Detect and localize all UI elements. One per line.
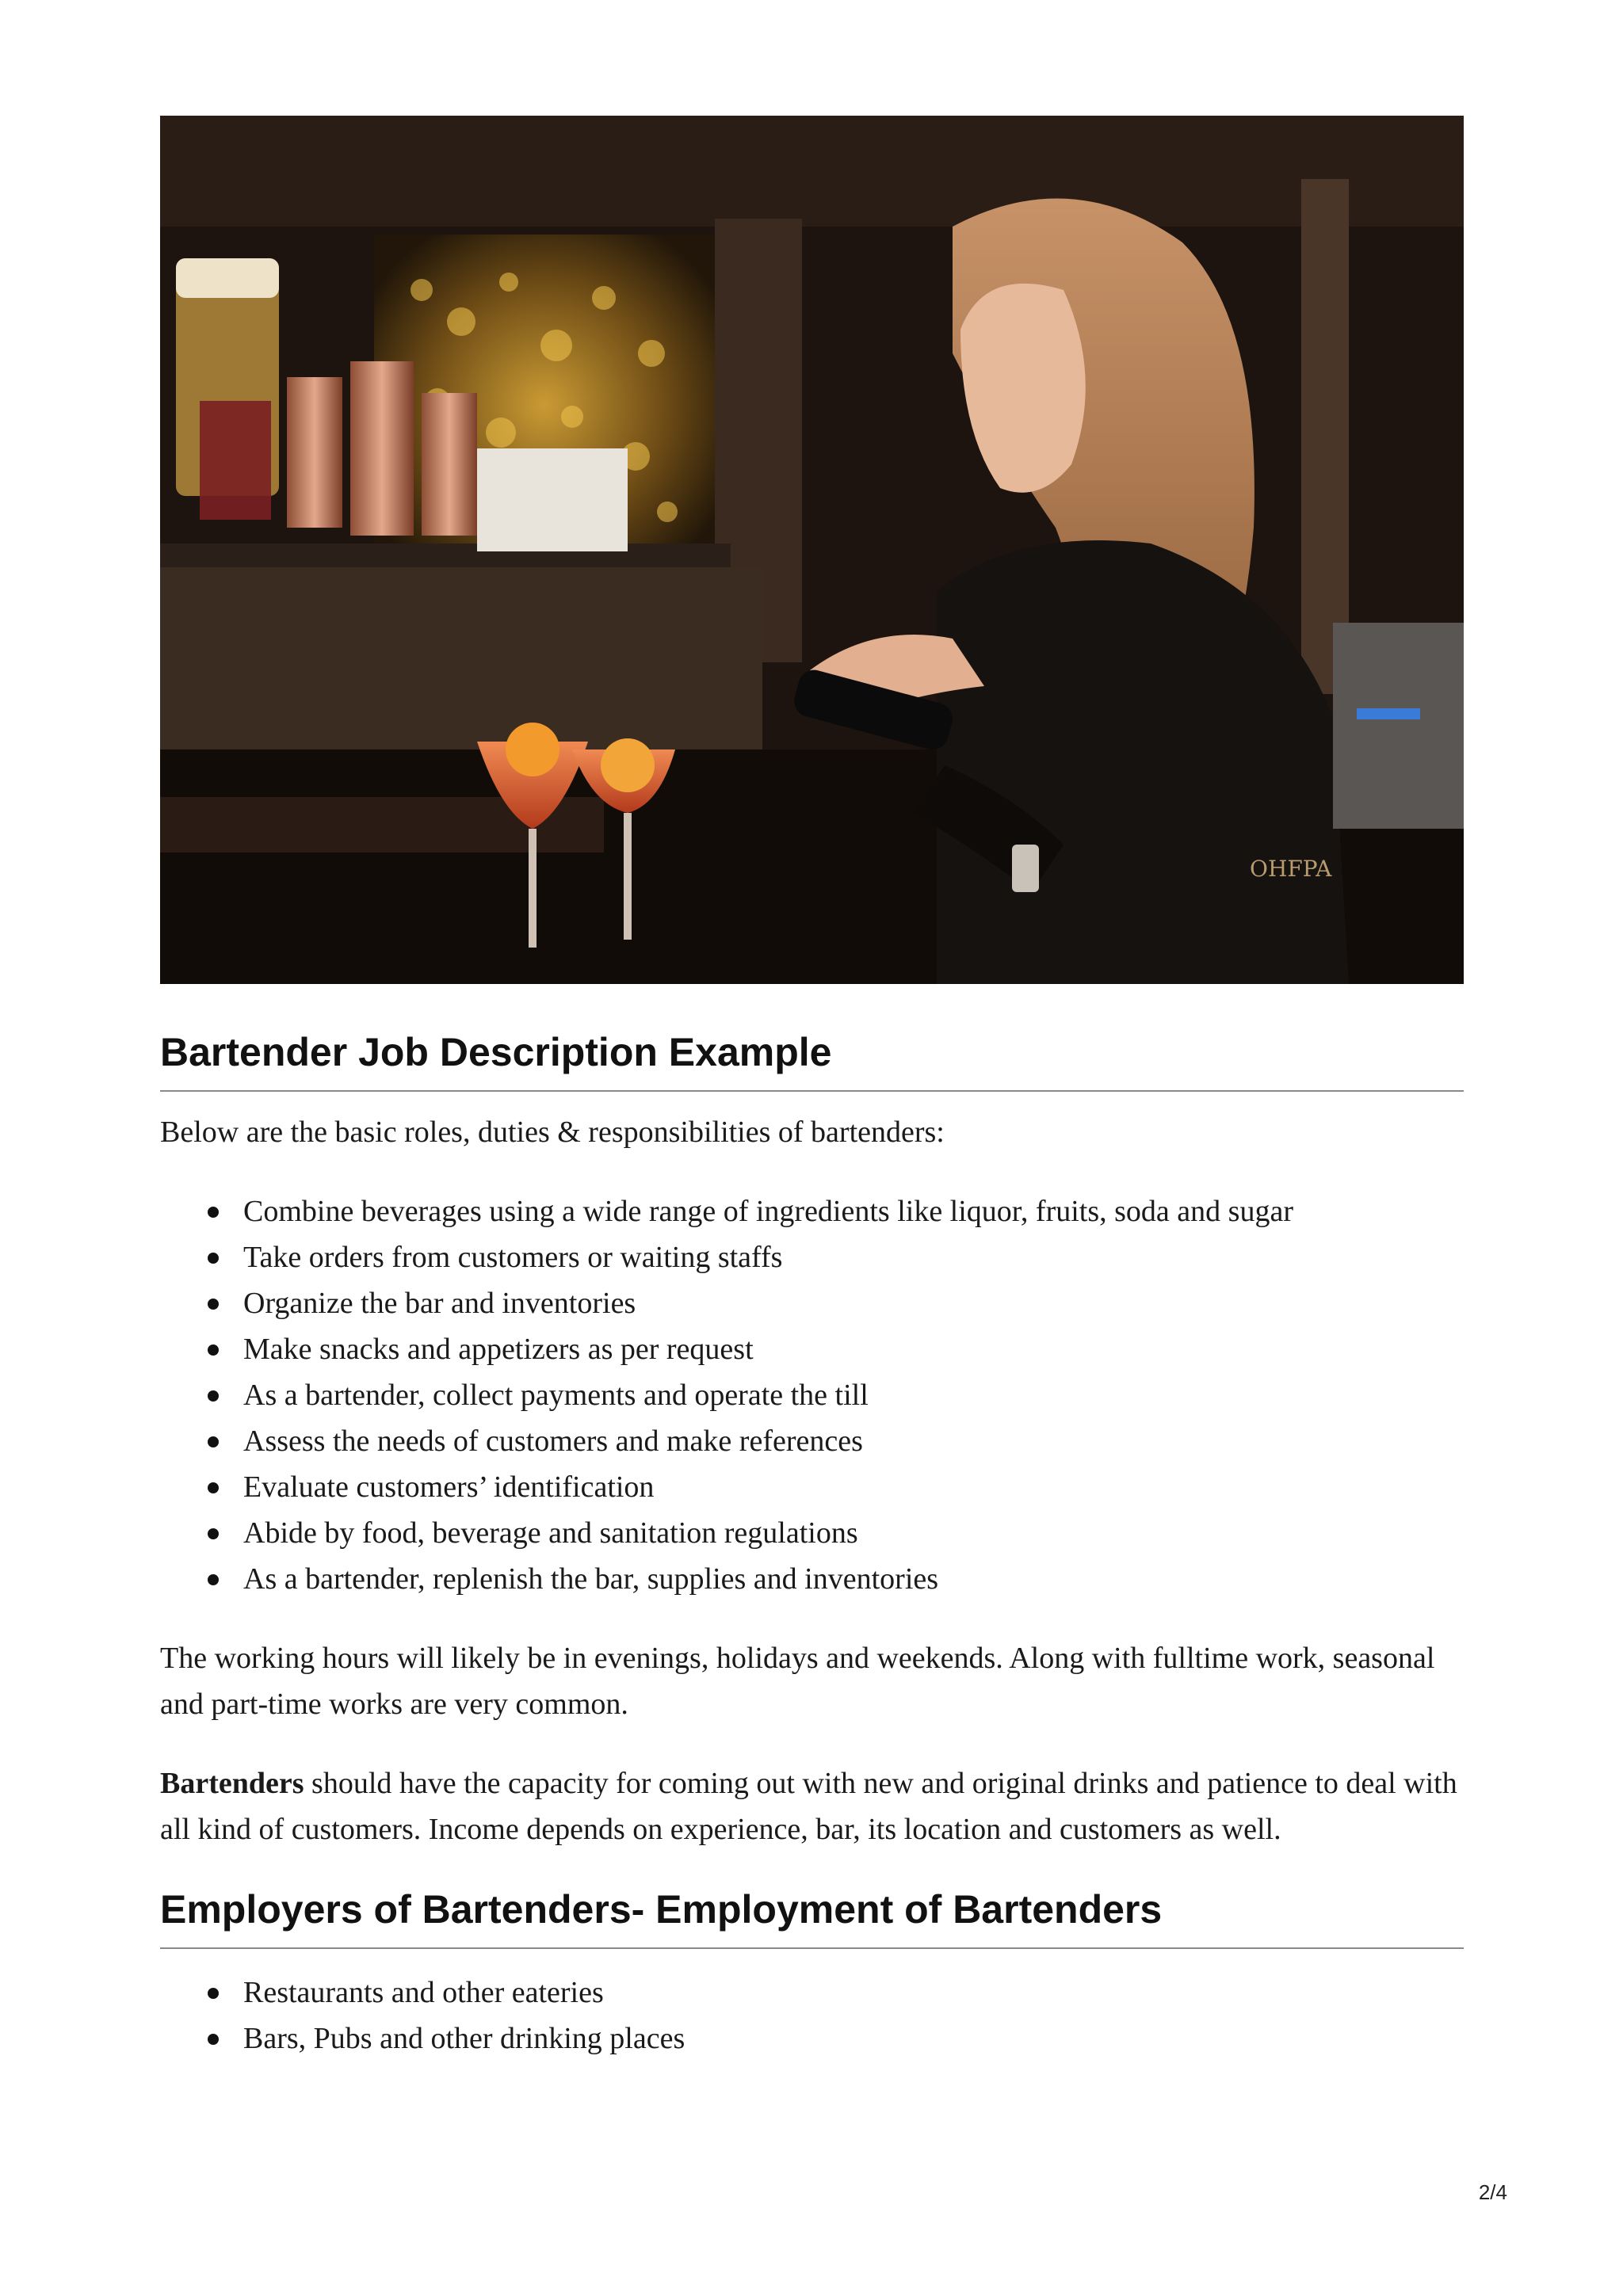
document-page bbox=[160, 116, 1464, 2061]
working-hours-paragraph: The working hours will likely be in evenings, holidays and weekends. Along with fulltime work, seasonal and part-time works are very common. bbox=[160, 1642, 1435, 1721]
employers-list bbox=[160, 1970, 1464, 2061]
bartenders-bold-term: Bartenders bbox=[160, 1767, 304, 1800]
list-item: Restaurants and other eateries bbox=[243, 1970, 1464, 2016]
bullet-icon bbox=[208, 1253, 219, 1264]
list-item: Make snacks and appetizers as per request bbox=[243, 1326, 1464, 1372]
bullet-icon bbox=[208, 1344, 219, 1356]
list-item: Abide by food, beverage and sanitation regulations bbox=[243, 1510, 1464, 1556]
list-item: Assess the needs of customers and make references bbox=[243, 1418, 1464, 1464]
list-item: Take orders from customers or waiting staffs bbox=[243, 1234, 1464, 1280]
bullet-icon bbox=[208, 1528, 219, 1539]
page-number: 2/4 bbox=[1478, 2180, 1507, 2204]
bullet-icon bbox=[208, 2034, 219, 2045]
bullet-icon bbox=[208, 1482, 219, 1493]
section-heading-job-description: Bartender Job Description Example bbox=[160, 1028, 1464, 1092]
bullet-icon bbox=[208, 1299, 219, 1310]
list-item: Bars, Pubs and other drinking places bbox=[243, 2016, 1464, 2061]
bullet-icon bbox=[208, 1207, 219, 1218]
bullet-icon bbox=[208, 1390, 219, 1402]
list-item: Organize the bar and inventories bbox=[243, 1280, 1464, 1326]
list-item: Combine beverages using a wide range of ingredients like liquor, fruits, soda and sugar bbox=[243, 1188, 1464, 1234]
bullet-icon bbox=[208, 1988, 219, 1999]
capacity-text: should have the capacity for coming out with new and original drinks and patience to deal with all kind of customers. Income depends on experience, bar, its location and customers as well. bbox=[160, 1767, 1457, 1846]
bullet-icon bbox=[208, 1436, 219, 1447]
section-heading-employers: Employers of Bartenders- Employment of Bartenders bbox=[160, 1886, 1464, 1949]
list-item: As a bartender, replenish the bar, supplies and inventories bbox=[243, 1556, 1464, 1602]
list-item: As a bartender, collect payments and operate the till bbox=[243, 1372, 1464, 1418]
duties-list bbox=[160, 1188, 1464, 1602]
list-item: Evaluate customers’ identification bbox=[243, 1464, 1464, 1510]
bartender-photo bbox=[160, 116, 1464, 984]
bullet-icon bbox=[208, 1574, 219, 1585]
shirt-logo: OHFPA bbox=[1250, 856, 1332, 882]
capacity-paragraph bbox=[160, 1760, 1464, 1852]
intro-paragraph: Below are the basic roles, duties & responsibilities of bartenders: bbox=[160, 1116, 945, 1149]
